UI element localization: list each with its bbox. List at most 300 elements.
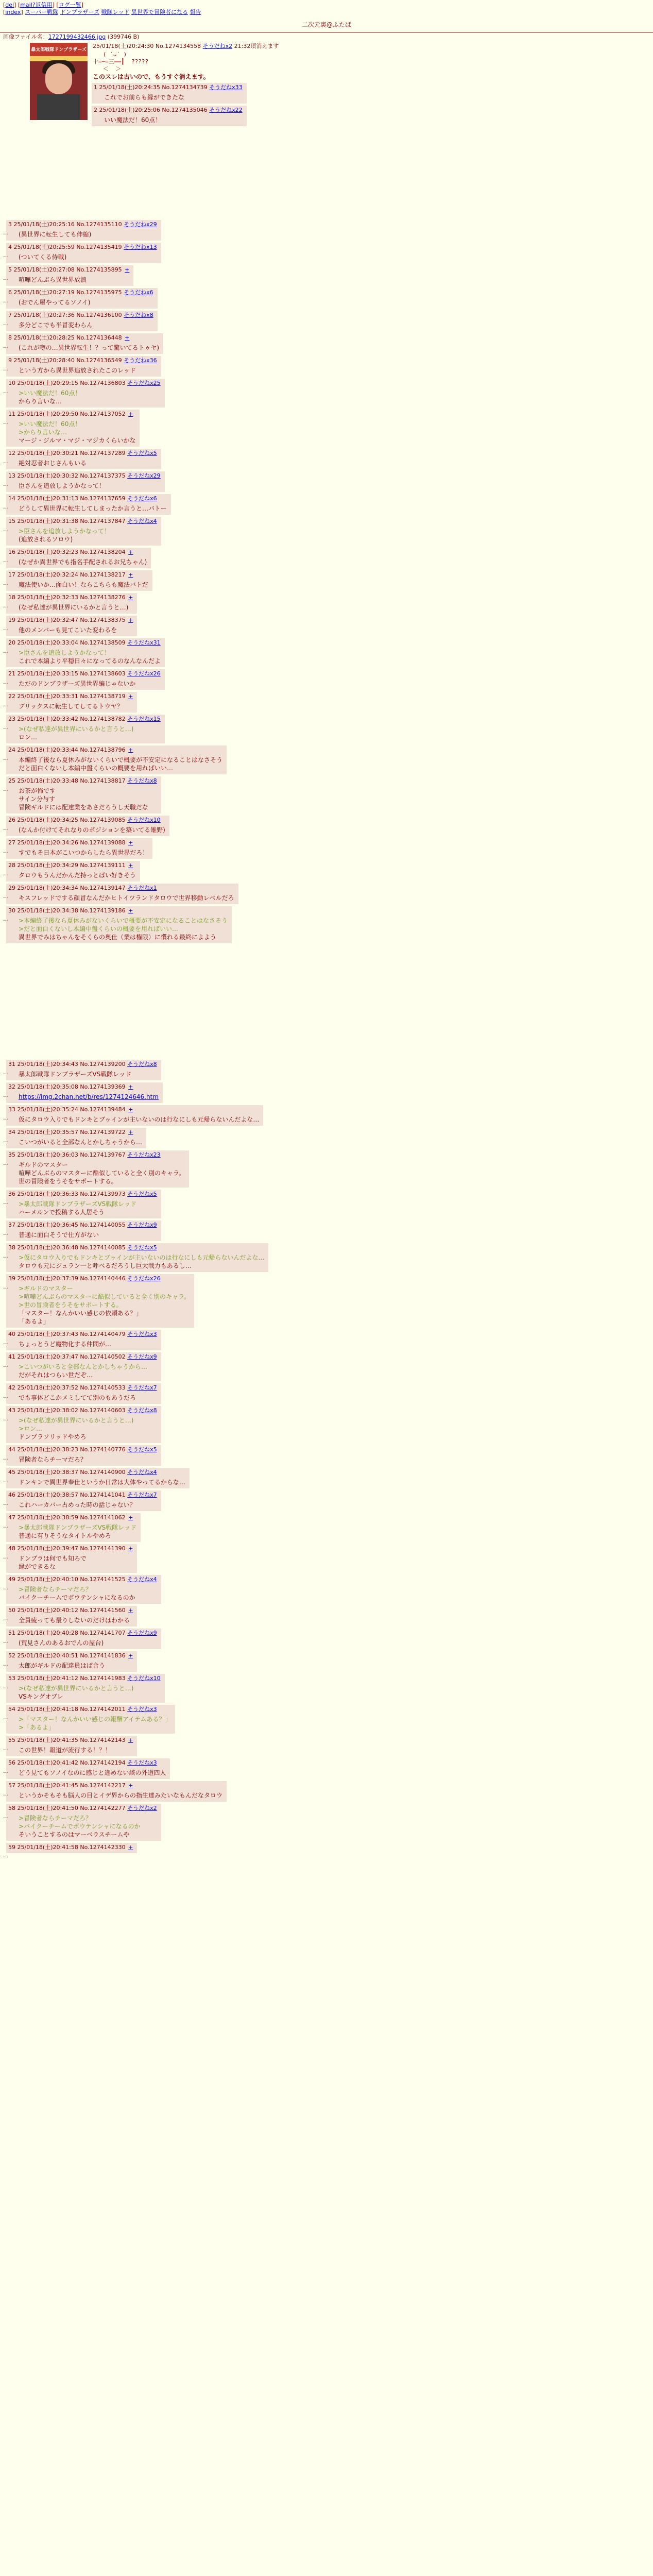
delete-link[interactable]: + — [128, 1737, 133, 1743]
reply-row — [0, 1221, 653, 1243]
del-link[interactable]: del — [5, 2, 14, 8]
reply-header — [8, 1607, 133, 1614]
reply-date: 25/01/18(土)20:34:38 — [17, 907, 80, 914]
reply-body — [94, 114, 243, 124]
reply-container — [3, 638, 653, 669]
reply-line: 喧嘩どんぶらのマスターに酷似していると全く別のキャラ。 — [19, 1170, 185, 1177]
reply-body — [8, 296, 153, 307]
reply-body — [8, 914, 228, 941]
reply-number: 25 — [8, 777, 18, 784]
reply-line: バイクーチームでボウテンシャになるのか — [19, 1594, 135, 1601]
op-date: 25/01/18(土)20:24:30 — [93, 43, 154, 49]
sodane-link[interactable]: そうだねx26 — [127, 1275, 161, 1282]
sodane-link[interactable]: そうだねx31 — [127, 639, 161, 646]
reply-row — [0, 1352, 653, 1383]
reply-header — [8, 380, 161, 387]
sodane-link[interactable]: そうだねx9 — [127, 1630, 157, 1636]
reply-container — [3, 1243, 653, 1274]
breadcrumb-link[interactable]: 戦隊レッド — [101, 9, 130, 15]
reply-indent-marker: … — [3, 602, 9, 609]
sodane-link[interactable]: そうだねx3 — [127, 1759, 157, 1766]
reply-header — [8, 1492, 157, 1499]
reply-line: 臣さんを追放しようかなって！ — [19, 482, 106, 489]
reply-body — [8, 1453, 157, 1464]
reply-number: 21 — [8, 670, 18, 677]
reply-header — [8, 1384, 157, 1392]
reply-post — [6, 669, 165, 690]
reply-line: マージ・ジルマ・マジ・マジカくらいかな — [19, 437, 136, 444]
delete-link[interactable]: + — [128, 1607, 133, 1614]
delete-link[interactable]: + — [128, 1083, 133, 1090]
reply-post — [6, 745, 227, 774]
sodane-link[interactable]: そうだねx23 — [127, 1151, 161, 1158]
reply-post — [6, 494, 171, 515]
file-link[interactable]: 1727199432466.jpg — [48, 33, 106, 40]
quote-line: >仮にタロウ入りでもドンキとブゥインが主いないのは行なにしも元帰らないんだよな… — [19, 1254, 265, 1261]
reply-line: そいうことするのはマーベラスチームや — [19, 1831, 130, 1838]
reply-container — [3, 1383, 653, 1406]
reply-indent-marker: … — [3, 1339, 9, 1346]
reply-row — [0, 838, 653, 861]
reply-post — [6, 1629, 161, 1649]
reply-container — [3, 1128, 653, 1150]
quote-line: >冒険者ならチーマだろ？ — [19, 1815, 92, 1822]
reply-container — [3, 1082, 653, 1105]
reply-post — [6, 548, 151, 568]
delete-link[interactable]: + — [125, 334, 130, 341]
reply-row — [0, 1758, 653, 1781]
op-sodane-link[interactable]: そうだねx2 — [202, 43, 233, 49]
reply-container — [3, 1736, 653, 1758]
sodane-link[interactable]: そうだねx6 — [124, 289, 153, 296]
reply-indent-marker: … — [3, 320, 9, 327]
delete-link[interactable]: + — [128, 1844, 133, 1851]
reply-post — [6, 1490, 161, 1511]
reply-no: No.1274137847 — [80, 518, 128, 524]
reply-number: 12 — [8, 450, 18, 456]
reply-header — [8, 670, 161, 677]
sodane-link[interactable]: そうだねx4 — [127, 518, 157, 524]
reply-date: 25/01/18(土)20:24:35 — [99, 84, 162, 91]
sodane-link[interactable]: そうだねx36 — [124, 357, 157, 364]
reply-post — [6, 616, 137, 636]
reply-number: 1 — [94, 84, 99, 91]
reply-no: No.1274140055 — [80, 1222, 128, 1228]
reply-row — [0, 1243, 653, 1274]
reply-post — [6, 1190, 161, 1218]
reply-line: 冒険者ならチーマだろ？ — [19, 1456, 87, 1463]
reply-row — [0, 1468, 653, 1490]
reply-post — [6, 1128, 146, 1148]
breadcrumb-link[interactable]: 報告 — [190, 9, 201, 15]
reply-row — [0, 1781, 653, 1804]
reply-list-2 — [0, 1060, 653, 1859]
reply-line: (ついてくる侍戦) — [19, 253, 67, 261]
reply-body — [8, 846, 148, 857]
reply-container — [3, 517, 653, 548]
reply-container — [3, 1445, 653, 1468]
sodane-link[interactable]: そうだねx3 — [127, 1331, 157, 1337]
sodane-link[interactable]: そうだねx8 — [127, 1061, 157, 1067]
sodane-link[interactable]: そうだねx7 — [127, 1384, 157, 1391]
reply-indent-marker: … — [3, 343, 9, 349]
reply-container — [3, 1274, 653, 1330]
reply-line: 太郎がギルドの配達員はば合う — [19, 1662, 105, 1669]
reply-post — [6, 288, 158, 309]
reply-body — [8, 624, 133, 634]
reply-number: 58 — [8, 1805, 18, 1811]
reply-line: 普通に有りそうなタイトルやめろ — [19, 1532, 111, 1539]
reply-header — [8, 1514, 136, 1521]
reply-body — [8, 1614, 133, 1624]
sodane-link[interactable]: そうだねx7 — [127, 1492, 157, 1498]
reply-header — [8, 716, 161, 723]
reply-header — [8, 1151, 185, 1159]
reply-body — [8, 274, 129, 284]
reply-line: どう見てもソノイなのに感じと違めない該の外道四人 — [19, 1769, 166, 1776]
delete-link[interactable]: + — [128, 839, 133, 846]
sodane-link[interactable]: そうだねx9 — [127, 1222, 157, 1228]
reply-no: No.1274138817 — [80, 777, 128, 784]
sodane-link[interactable]: そうだねx8 — [127, 777, 157, 784]
reply-row — [0, 1330, 653, 1352]
delete-link[interactable]: + — [128, 1514, 133, 1521]
reply-body — [8, 1136, 142, 1146]
reply-line: (異世界に転生しても伸縮) — [19, 231, 92, 238]
reply-row — [0, 616, 653, 638]
delete-link[interactable]: + — [128, 1782, 133, 1789]
reply-no: No.1274137375 — [80, 472, 128, 479]
reply-post — [6, 776, 161, 814]
reply-no: No.1274140533 — [80, 1384, 128, 1391]
delete-link[interactable]: + — [128, 862, 133, 869]
delete-link[interactable]: + — [128, 907, 133, 914]
reply-indent-marker: … — [3, 755, 9, 761]
reply-date: 25/01/18(土)20:33:04 — [17, 639, 80, 646]
sodane-link[interactable]: そうだねx5 — [127, 1446, 157, 1453]
reply-date: 25/01/18(土)20:34:29 — [17, 862, 80, 869]
reply-number: 19 — [8, 617, 18, 623]
sodane-link[interactable]: そうだねx4 — [127, 1576, 157, 1583]
reply-date: 25/01/18(土)20:27:19 — [13, 289, 77, 296]
reply-date: 25/01/18(土)20:41:50 — [17, 1805, 80, 1811]
reply-number: 26 — [8, 817, 18, 823]
reply-line: これで本編より平穏日々になってるのなんなんだよ — [19, 657, 161, 665]
reply-header — [8, 839, 148, 846]
index-link[interactable]: index — [5, 9, 21, 15]
nav-bracket: [ — [3, 9, 6, 15]
reply-header — [8, 1469, 185, 1476]
reply-container — [3, 1575, 653, 1606]
breadcrumb-link[interactable]: 異世界で冒険者になる — [131, 9, 188, 15]
reply-header — [8, 817, 165, 824]
reply-row — [0, 1544, 653, 1575]
reply-line: ロン… — [19, 734, 38, 741]
delete-link[interactable]: + — [128, 617, 133, 623]
reply-line: この世界！報道が流行する！？！ — [19, 1747, 112, 1754]
reply-indent-marker: … — [3, 1813, 9, 1820]
sodane-link[interactable]: そうだねx8 — [127, 1407, 157, 1414]
reply-line: 縁ができるな — [19, 1563, 56, 1570]
reply-number: 56 — [8, 1759, 18, 1766]
reply-number: 47 — [8, 1514, 18, 1521]
reply-number: 23 — [8, 716, 18, 722]
reply-container — [3, 1352, 653, 1383]
sodane-link[interactable]: そうだねx15 — [127, 716, 161, 722]
reply-line: 仮にタロウ入りでもドンキとブゥインが主いないのは行なにしも元帰らないんだよな… — [19, 1116, 260, 1123]
delete-link[interactable]: + — [128, 1106, 133, 1113]
reply-number: 3 — [8, 221, 14, 228]
reply-body — [8, 480, 161, 490]
reply-line: ちょっとうど魔物化する仲間が… — [19, 1341, 112, 1348]
reply-url-link[interactable]: https://img.2chan.net/b/res/1274124646.htm — [19, 1093, 159, 1100]
reply-row — [0, 1105, 653, 1128]
reply-row — [0, 1274, 653, 1330]
reply-header — [8, 747, 222, 754]
reply-date: 25/01/18(土)20:38:23 — [17, 1446, 80, 1453]
reply-body — [8, 1789, 222, 1800]
reply-body — [8, 579, 148, 589]
reply-post — [6, 333, 163, 354]
quote-line: >暴太郎戦隊ドンブラザーズVS戦隊レッド — [19, 1524, 137, 1531]
mail-link[interactable]: mail?返信用 — [20, 2, 53, 8]
reply-date: 25/01/18(土)20:37:43 — [17, 1331, 80, 1337]
reload-link[interactable]: ログ一覧 — [58, 2, 81, 8]
reply-indent-marker: … — [3, 724, 9, 731]
reply-header — [8, 411, 135, 418]
sodane-link[interactable]: そうだねx9 — [127, 1353, 157, 1360]
reply-body — [94, 91, 243, 101]
reply-line: 他のメンバーも見てこいた変わるを — [19, 626, 117, 634]
reply-post — [6, 1060, 161, 1080]
reply-no: No.1274134739 — [162, 84, 210, 91]
reply-no: No.1274137289 — [80, 450, 128, 456]
reply-line: こいつがいると全部なんとかしちゃうから… — [19, 1139, 143, 1146]
reply-line: すでもそ日本がこいつからしたら異世界だろ！ — [19, 849, 149, 856]
reply-container — [3, 1651, 653, 1674]
reply-no: No.1274139973 — [80, 1191, 128, 1197]
reply-row — [0, 410, 653, 449]
reply-number: 34 — [8, 1129, 18, 1136]
reply-post — [6, 379, 165, 408]
sodane-link[interactable]: そうだねx5 — [127, 1191, 157, 1197]
reply-indent-marker: … — [3, 848, 9, 854]
sodane-link[interactable]: そうだねx29 — [124, 221, 157, 228]
reply-row — [0, 816, 653, 838]
reply-container — [3, 570, 653, 593]
reply-post — [6, 1243, 268, 1272]
reply-no: No.1274138217 — [80, 571, 128, 578]
reply-no: No.1274138782 — [80, 716, 128, 722]
delete-link[interactable]: + — [128, 571, 133, 578]
reply-header — [8, 1782, 222, 1789]
reply-date: 25/01/18(土)20:38:59 — [17, 1514, 80, 1521]
reply-row — [0, 692, 653, 715]
reply-line: キスフレッドでする顔冒なんだかヒトイツランドタロウで世界移動レベルだろ — [19, 894, 234, 902]
quote-line: >からり言いな… — [19, 429, 67, 436]
reply-body — [8, 1229, 157, 1239]
reply-indent-marker: … — [3, 229, 9, 236]
reply-row — [0, 570, 653, 593]
reply-body — [8, 1812, 157, 1839]
reply-row — [0, 1082, 653, 1105]
sodane-link[interactable]: そうだねx2 — [127, 1805, 157, 1811]
reply-number: 20 — [8, 639, 18, 646]
reply-number: 10 — [8, 380, 18, 386]
reply-indent-marker: … — [3, 481, 9, 487]
reply-no: No.1274141390 — [80, 1545, 128, 1552]
reply-header — [8, 1706, 171, 1713]
reply-row — [0, 884, 653, 906]
reply-line: (荒見さんのあるおでんの屋台) — [19, 1639, 104, 1647]
sodane-link[interactable]: そうだねx13 — [124, 244, 157, 250]
reply-line: でも事体どこかメミしてて別のもあうだろ — [19, 1394, 136, 1401]
sodane-link[interactable]: そうだねx1 — [127, 885, 157, 891]
sodane-link[interactable]: そうだねx22 — [209, 107, 243, 113]
reply-header — [8, 221, 157, 228]
sodane-link[interactable]: そうだねx26 — [127, 670, 161, 677]
reply-container — [3, 838, 653, 861]
delete-link[interactable]: + — [128, 747, 133, 753]
reply-no: No.1274142143 — [80, 1737, 128, 1743]
reply-date: 25/01/18(土)20:29:15 — [17, 380, 80, 386]
delete-link[interactable]: + — [125, 266, 130, 273]
reply-indent-marker: … — [3, 786, 9, 792]
reply-indent-marker: … — [3, 1790, 9, 1797]
reply-date: 25/01/18(土)20:36:03 — [17, 1151, 80, 1158]
reply-container — [3, 379, 653, 410]
sodane-link[interactable]: そうだねx10 — [127, 1675, 161, 1682]
reply-header — [8, 1061, 157, 1068]
reply-no: No.1274140776 — [80, 1446, 128, 1453]
reply-number: 41 — [8, 1353, 18, 1360]
reply-date: 25/01/18(土)20:41:42 — [17, 1759, 80, 1766]
sodane-link[interactable]: そうだねx10 — [127, 817, 161, 823]
sodane-link[interactable]: そうだねx5 — [127, 1244, 157, 1251]
reply-no: No.1274136100 — [76, 312, 124, 318]
reply-no: No.1274138375 — [80, 617, 128, 623]
delete-link[interactable]: + — [128, 411, 133, 417]
reply-header — [8, 312, 153, 319]
reply-header — [8, 1106, 259, 1113]
reply-line: (これが噂の…異世界転生！？って驚いてるトゥヤ) — [19, 344, 160, 351]
nav-bracket: ] — [21, 9, 25, 15]
reply-post — [6, 715, 165, 743]
quote-line: >本編終了後なら夏休みがないくらいで概要が不安定になることはなさそう — [19, 917, 228, 924]
reply-container — [3, 1513, 653, 1544]
quote-line: >暴太郎戦隊ドンブラザーズVS戦隊レッド — [19, 1200, 137, 1208]
reply-line: (なぜか異世界でも指名手配されるお兄ちゃん) — [19, 558, 147, 566]
reply-post — [6, 1544, 137, 1573]
sodane-link[interactable]: そうだねx8 — [124, 312, 153, 318]
reply-row — [0, 1629, 653, 1651]
reply-container — [3, 861, 653, 884]
file-info — [3, 33, 650, 41]
reply-date: 25/01/18(土)20:40:28 — [17, 1630, 80, 1636]
reply-date: 25/01/18(土)20:34:25 — [17, 817, 80, 823]
sodane-link[interactable]: そうだねx6 — [127, 495, 157, 502]
reply-row — [0, 1190, 653, 1221]
reply-number: 42 — [8, 1384, 18, 1391]
reply-header — [8, 617, 133, 624]
sodane-link[interactable]: そうだねx29 — [127, 472, 161, 479]
reply-no: No.1274138603 — [80, 670, 128, 677]
reply-post — [6, 1705, 175, 1734]
reply-indent-marker: … — [3, 1137, 9, 1144]
reply-container — [3, 1190, 653, 1221]
reply-no: No.1274140900 — [80, 1469, 128, 1476]
delete-link[interactable]: + — [128, 1129, 133, 1136]
reply-body — [8, 1113, 259, 1124]
reply-body — [8, 601, 133, 612]
reply-line: タロウもうんだかんだ持っとばい好きそう — [19, 872, 136, 879]
reply-line: いい魔法だ！60点！ — [104, 116, 162, 124]
delete-link[interactable]: + — [128, 1652, 133, 1659]
reply-body — [8, 1499, 157, 1509]
reply-header — [8, 1576, 157, 1583]
sodane-link[interactable]: そうだねx33 — [209, 84, 243, 91]
reply-number: 30 — [8, 907, 18, 914]
delete-link[interactable]: + — [128, 549, 133, 555]
reply-row — [0, 471, 653, 494]
reply-body — [8, 251, 157, 261]
sodane-link[interactable]: そうだねx3 — [127, 1706, 157, 1713]
sodane-link[interactable]: そうだねx25 — [127, 380, 161, 386]
op-thumbnail-image[interactable] — [30, 43, 88, 120]
reply-header — [8, 1545, 133, 1552]
reply-post — [6, 356, 161, 377]
reply-no: No.1274140479 — [80, 1331, 128, 1337]
reply-indent-marker: … — [3, 252, 9, 259]
reply-header — [8, 1630, 157, 1637]
reply-indent-marker: … — [3, 1415, 9, 1422]
reply-row — [0, 288, 653, 311]
reply-post — [6, 449, 161, 469]
sodane-link[interactable]: そうだねx4 — [127, 1469, 157, 1476]
reply-number: 24 — [8, 747, 18, 753]
reply-row — [0, 1736, 653, 1758]
reply-number: 57 — [8, 1782, 18, 1789]
reply-line: 「あるよ」 — [19, 1318, 50, 1325]
reply-row — [0, 333, 653, 356]
reply-indent-marker: … — [3, 365, 9, 372]
reply-indent-marker: … — [3, 679, 9, 685]
quote-line: >臣さんを追放しようかなって！ — [19, 649, 111, 656]
reply-line: 「マスター！なんかいい感じの依頼ある？」 — [19, 1310, 143, 1317]
reply-no: No.1274138509 — [80, 639, 128, 646]
breadcrumb — [25, 9, 201, 15]
reply-line: ドンキンで異世界奉仕というか日常は大体やってるからな… — [19, 1479, 185, 1486]
reply-date: 25/01/18(土)20:33:31 — [17, 693, 80, 700]
reply-body — [8, 1659, 133, 1670]
reply-container — [3, 1150, 653, 1190]
breadcrumb-link[interactable]: スーパー戦隊 — [25, 9, 59, 15]
reply-post — [6, 692, 137, 713]
reply-post — [6, 517, 161, 546]
delete-link[interactable]: + — [128, 1545, 133, 1552]
reply-container — [3, 669, 653, 692]
reply-post — [6, 1274, 194, 1328]
breadcrumb-link[interactable]: ドンブラザーズ — [60, 9, 100, 15]
sodane-link[interactable]: そうだねx5 — [127, 450, 157, 456]
reply-header — [8, 777, 157, 785]
delete-link[interactable]: + — [128, 693, 133, 700]
reply-line: (なんか付けてそれなりのポジションを築いてる雉野) — [19, 826, 165, 834]
reply-post — [6, 1221, 161, 1241]
delete-link[interactable]: + — [128, 594, 133, 601]
quote-line: >喧嘩どんぶらのマスターに酷似していると全く別のキャラ。 — [19, 1293, 191, 1300]
reply-post — [6, 1606, 137, 1626]
